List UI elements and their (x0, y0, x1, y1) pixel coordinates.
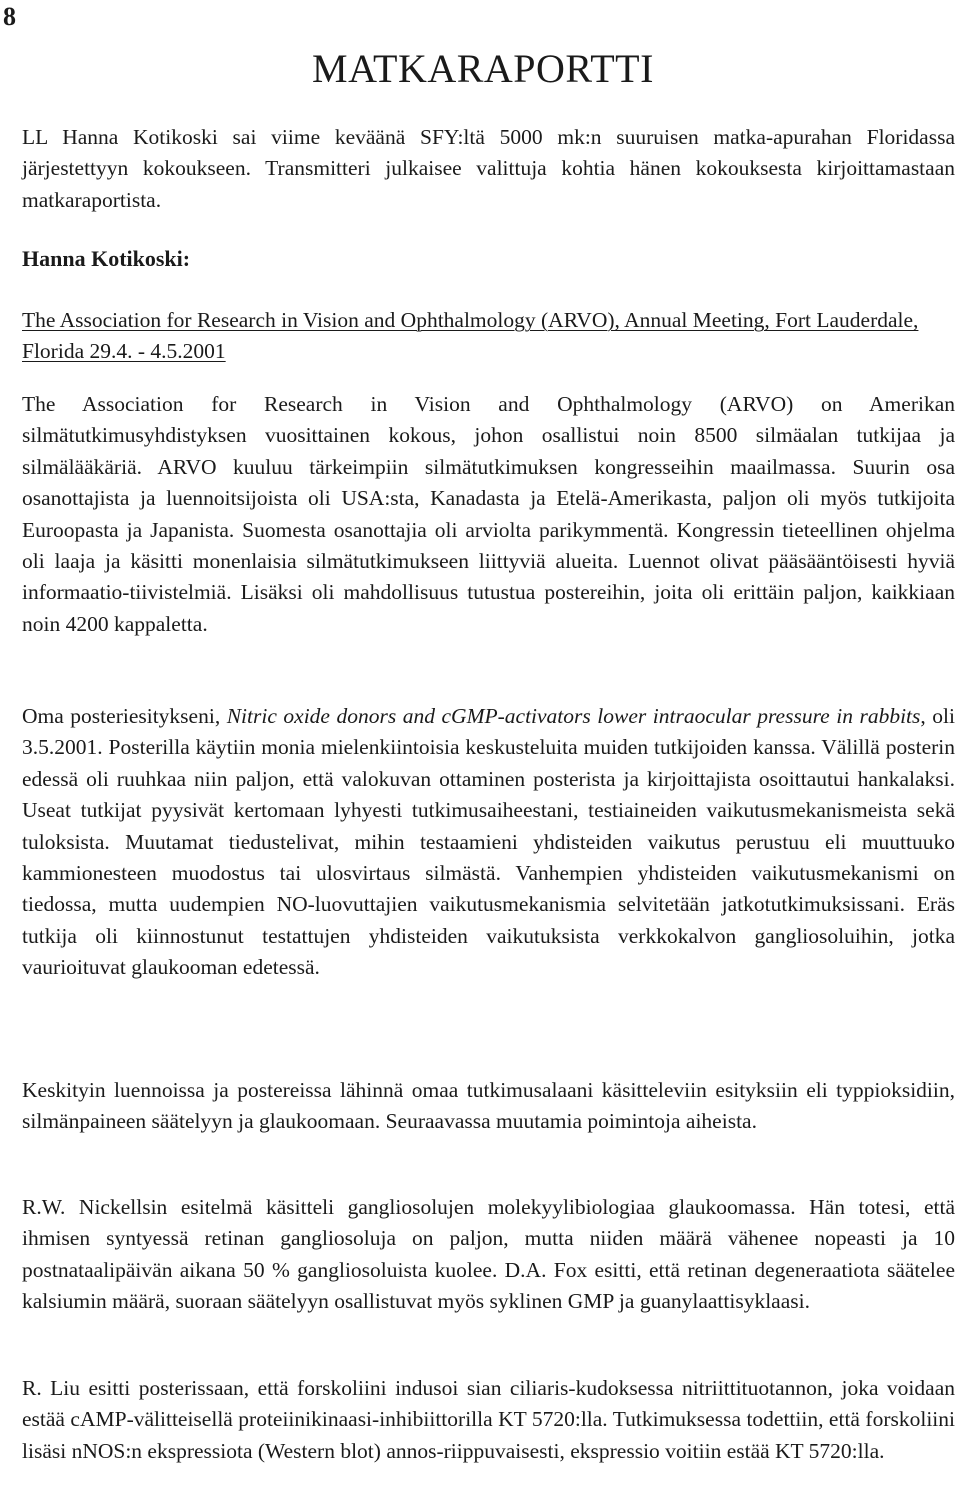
poster-intro-text: Oma posteriesitykseni, (22, 704, 227, 728)
poster-title: Nitric oxide donors and cGMP-activators lower intraocular pressure in rabbits (226, 704, 921, 728)
poster-text: , oli 3.5.2001. Posterilla käytiin monia mielenkiintoisia keskusteluita muiden tutkijoiden kanssa. Välillä posterin edessä oli ruuhkaa niin paljon, että valokuvan ottaminen posterista ja kirjoittajista osoittautui hankalaksi. Useat tutkijat pyysivät kertomaan lyhyesti tutkimusaiheestani, testiaineiden vaikutusmekanismeista sekä tuloksista. Muutamat tiedustelivat, mihin testaamieni yhdisteiden vaikutus perustuu eli muuttuuko kammionesteen muodostus tai ulosvirtaus silmästä. Vanhempien yhdisteiden vaikutusmekanismi on tiedossa, mutta uudempien NO-luovuttajien vaikutusmekanismia selvitetään jatkotutkimuksissani. Eräs tutkija oli kiinnostunut testattujen yhdisteiden vaikutuksista verkkokalvon gangliosoluihin, jotka vaurioituvat glaukooman edetessä. (22, 704, 955, 980)
paragraph-nickells: R.W. Nickellsin esitelmä käsitteli gangliosolujen molekyylibiologiaa glaukoomassa. Hän totesi, että ihmisen syntyessä retinan gangliosoluja on paljon, mutta niiden määrä vähenee nopeasti ja 10 postnataalipäivän aikana 50 % gangliosoluista kuolee. D.A. Fox esitti, että retinan degeneraatiota säätelee kalsiumin määrä, suoraan säätelyyn osallistuvat myös syklinen GMP ja guanylaattisyklaasi. (22, 1195, 955, 1314)
page-number: 8 (3, 2, 16, 31)
paragraph-arvo: The Association for Research in Vision and Ophthalmology (ARVO) on Amerikan silmätutkimusyhdistyksen vuosittainen kokous, johon osallistui noin 8500 silmäalan tutkijaa ja silmälääkäriä. ARVO kuuluu tärkeimpiin silmätutkimuksen kongresseihin maailmassa. Suurin osa osanottajista ja luennoitsijoista oli USA:sta, Kanadasta ja Etelä-Amerikasta, paljon oli myös tutkijoita Euroopasta ja Japanista. Suomesta osanottajia oli arviolta parikymmentä. Kongressin tieteellinen ohjelma oli laaja ja käsitti monenlaisia silmätutkimukseen liittyviä alueita. Luennot olivat pääsääntöisesti hyviä informaatio-tiivistelmiä. Lisäksi oli mahdollisuus tutustua postereihin, joita oli erittäin paljon, kaikkiaan noin 4200 kappaletta. (22, 392, 955, 636)
intro-paragraph: LL Hanna Kotikoski sai viime keväänä SFY:ltä 5000 mk:n suuruisen matka-apurahan Floridassa järjestettyyn kokoukseen. Transmitteri julkaisee valittuja kohtia hänen kokouksesta kirjoittamastaan matkaraportista. (22, 125, 955, 212)
paragraph-liu: R. Liu esitti posterissaan, että forskoliini indusoi sian ciliaris-kudoksessa nitriittituotannon, joka voidaan estää cAMP-välitteisellä proteiinikinaasi-inhibiittorilla KT 5720:lla. Tutkimuksessa todettiin, että forskoliini lisäsi nNOS:n ekspressiota (Western blot) annos-riippuvaisesti, ekspressio voitiin estää KT 5720:lla. (22, 1376, 955, 1463)
meeting-title: The Association for Research in Vision and Ophthalmology (ARVO), Annual Meeting, Fort Lauderdale, Florida 29.4. - 4.5.2001 (22, 308, 919, 364)
author-heading: Hanna Kotikoski: (22, 246, 191, 271)
article-title: MATKARAPORTTI (312, 46, 654, 91)
paragraph-poster (22, 701, 955, 984)
paragraph-focus: Keskityin luennoissa ja postereissa lähinnä omaa tutkimusalaani käsitteleviin esityksiin eli typpioksidiin, silmänpaineen säätelyyn ja glaukoomaan. Seuraavassa muutamia poimintoja aiheista. (22, 1078, 955, 1134)
